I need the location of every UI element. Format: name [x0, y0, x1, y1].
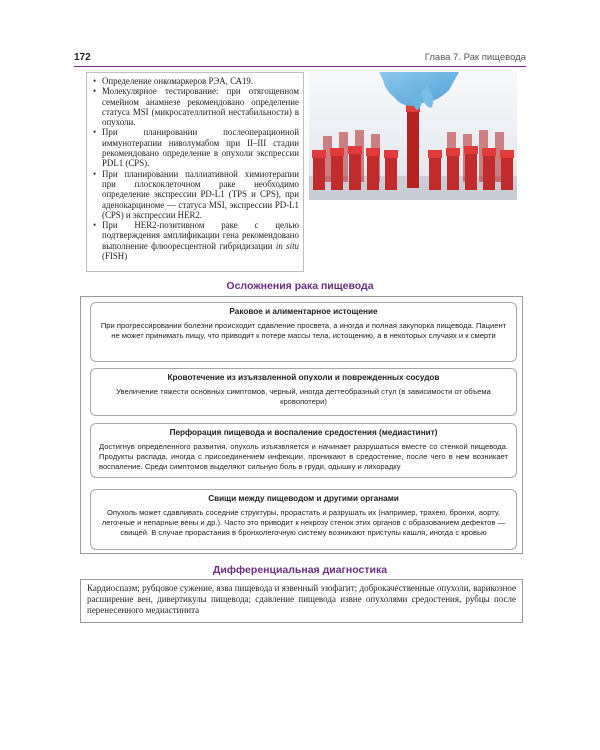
- card-title: Кровотечение из изъязвленной опухоли и поврежденных сосудов: [167, 373, 440, 382]
- complication-card: [90, 302, 517, 362]
- complication-card: [90, 423, 517, 478]
- complication-card: [90, 368, 517, 416]
- page-number: 172: [74, 52, 91, 63]
- differential-text-box: [80, 579, 523, 623]
- card-title: Перфорация пищевода и воспаление средостения (медиастинит): [169, 428, 438, 437]
- list-item: • При HER2-позитивном раке с целью подтверждения амплификации гена рекомендовано выполнение флюоресцентной гибридизации in situ (FISH): [93, 220, 299, 261]
- chapter-title: Глава 7. Рак пищевода: [424, 52, 526, 63]
- diagnostics-bullet-box: [86, 72, 304, 272]
- complication-card: [90, 489, 517, 550]
- card-title: Раковое и алиментарное истощение: [229, 307, 378, 316]
- card-title: Свищи между пищеводом и другими органами: [208, 494, 399, 503]
- bullet-list: [93, 76, 299, 261]
- card-body: При прогрессировании болезни происходит сдавление просвета, а иногда и полная закупорка пищевода. Пациент не может принимать пищу, что приводит к потере массы тела, истощению, а в некоторых случаях и к смерти: [100, 321, 507, 340]
- list-item: • При планировании паллиативной химиотерапии при плоскоклеточном раке необходимо определение экспрессии PD-L1 (TPS и CPS), при аденокарциноме — статуса MSI, экспрессии PD-L1 (CPS) и экспрессии HER2.: [93, 169, 299, 220]
- list-item: • При планировании послеоперационной иммунотерапии ниволумабом при II–III стадии рекомендовано определение в опухоли экспрессии PDL1 (CPS).: [93, 127, 299, 168]
- page-header: [74, 52, 526, 66]
- card-body: Опухоль может сдавливать соседние структуры, прорастать и разрушать их (например, трахею, бронхи, аорту, легочные и непарные вены и др.). Часто это приводит к некрозу стенок этих органов с образованием дефектов — свищей. В случае прорастания в бронхолегочную систему возникают приступы кашля, иногда с кровью: [101, 508, 506, 537]
- differential-heading: Дифференциальная диагностика: [212, 564, 388, 576]
- header-rule: [74, 66, 526, 67]
- card-body: Увеличение тяжести основных симптомов, черный, иногда дегтеобразный стул (в зависимости от объема кровопотери): [116, 387, 491, 406]
- list-item: • Определение онкомаркеров РЭА, СА19.: [93, 76, 299, 86]
- blood-tubes-photo: [309, 72, 517, 200]
- blood-tubes-illustration: [309, 72, 517, 200]
- complications-heading: Осложнения рака пищевода: [226, 280, 374, 292]
- card-body: Достигнув определенного развития, опухоль изъязвляется и начинает разрушаться вместе со стенкой пищевода. Продукты распада, иногда с присоединением инфекции, проникают в средостение, после чего в нем возникает воспаление. Среди симптомов выделяют сильную боль в груди, одышку и лихорадку: [99, 442, 508, 471]
- differential-text: Кардиоспазм; рубцовое сужение, язва пищевода и язвенный эзофагит; доброкачественные опухоли, варикозное расширение вен, дивертикулы пищевода; сдавление пищевода извне опухолями средостения, рубцы после перенесенного медиастинита: [87, 583, 516, 616]
- list-item: • Молекулярное тестирование: при отягощенном семейном анамнезе рекомендовано определение статуса MSI (микросателлитной нестабильности) в опухоли.: [93, 86, 299, 127]
